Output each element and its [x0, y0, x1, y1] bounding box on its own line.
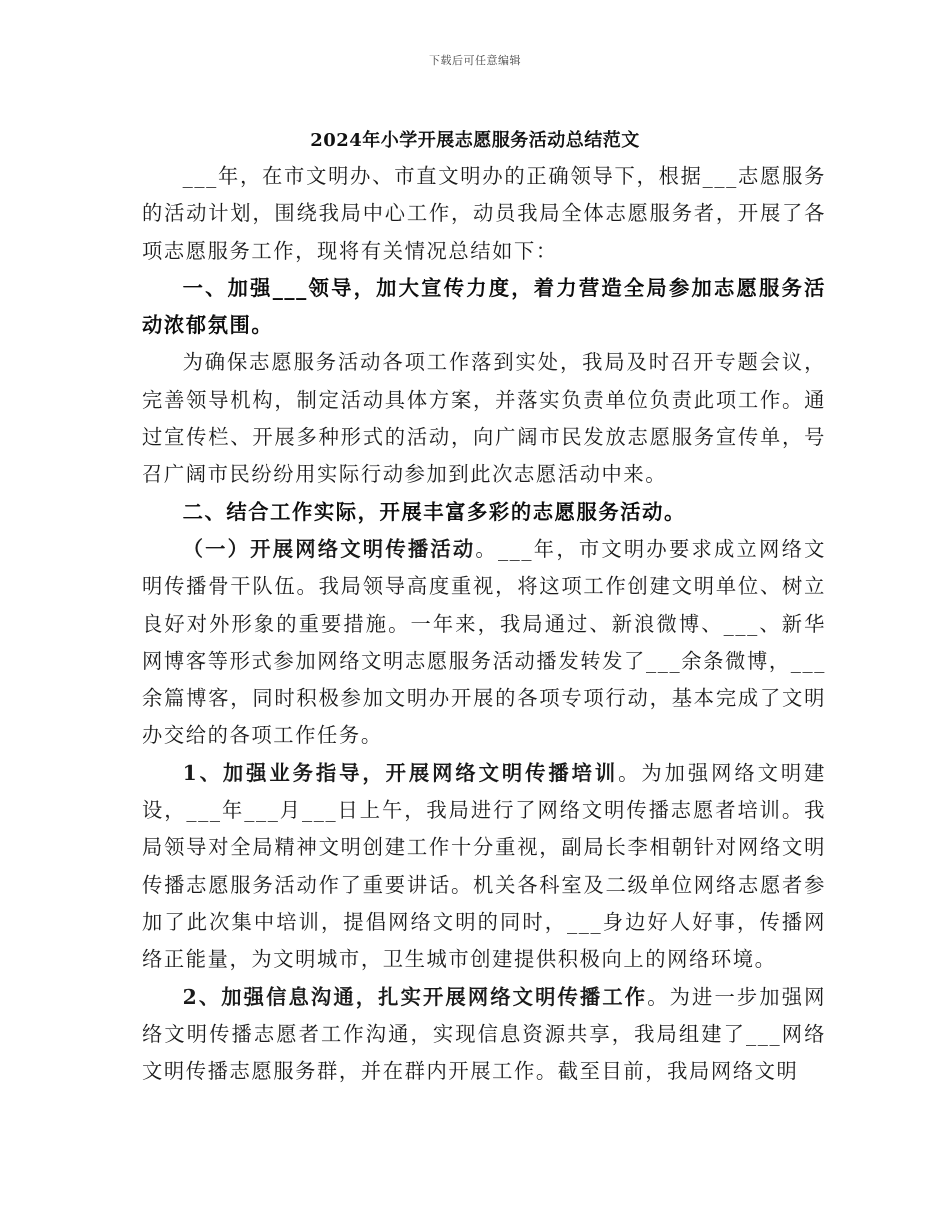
paragraph-subsection-1 — [142, 531, 826, 755]
paragraph-text: 。为加强网络文明建设，___年___月___日上午，我局进行了网络文明传播志愿者培训。我局领导对全局精神文明创建工作十分重视，副局长李相朝针对网络文明传播志愿服务活动作了重要讲话。机关各科室及二级单位网络志愿者参加了此次集中培训，提倡网络文明的同时，___身边好人好事，传播网络正能量，为文明城市，卫生城市创建提供积极向上的网络环境。 — [142, 760, 827, 972]
section-heading-1 — [142, 270, 826, 345]
page-header-note: 下载后可任意编辑 — [429, 54, 521, 67]
paragraph-text: 。___年，市文明办要求成立网络文明传播骨干队伍。我局领导高度重视，将这项工作创建文明单位、树立良好对外形象的重要措施。一年来，我局通过、新浪微博、___、新华网博客等形式参加网络文明志愿服务活动播发转发了___余条微博，___余篇博客，同时积极参加文明办开展的各项专项行动，基本完成了文明办交给的各项工作任务。 — [142, 536, 826, 748]
document-title: 2024年小学开展志愿服务活动总结范文 — [310, 130, 640, 151]
heading-text: 一、加强___领导，加大宣传力度，着力营造全局参加志愿服务活动浓郁氛围。 — [142, 275, 826, 338]
paragraph-text: ___年，在市文明办、市直文明办的正确领导下，根据___志愿服务的活动计划，围绕我局中心工作，动员我局全体志愿服务者，开展了各项志愿服务工作，现将有关情况总结如下： — [142, 164, 826, 263]
paragraph-text: 。为进一步加强网络文明传播志愿者工作沟通，实现信息资源共享，我局组建了___网络文明传播志愿服务群，并在群内开展工作。截至目前，我局网络文明 — [142, 984, 826, 1084]
paragraph-lead: 1、加强业务指导，开展网络文明传播培训 — [182, 760, 619, 785]
paragraph-text: 为确保志愿服务活动各项工作落到实处，我局及时召开专题会议，完善领导机构，制定活动具体方案，并落实负责单位负责此项工作。通过宣传栏、开展多种形式的活动，向广阔市民发放志愿服务宣传单，号召广阔市民纷纷用实际行动参加到此次志愿活动中来。 — [142, 350, 826, 487]
section-heading-2 — [142, 494, 826, 531]
paragraph-item-1 — [142, 755, 826, 979]
document-body — [142, 158, 826, 1090]
heading-text: 二、结合工作实际，开展丰富多彩的志愿服务活动。 — [182, 499, 686, 524]
paragraph-section-1 — [142, 344, 826, 493]
paragraph-lead: （一）开展网络文明传播活动 — [182, 536, 476, 561]
paragraph-intro — [142, 158, 826, 270]
paragraph-lead: 2、加强信息沟通，扎实开展网络文明传播工作 — [182, 984, 648, 1009]
paragraph-item-2 — [142, 979, 826, 1091]
